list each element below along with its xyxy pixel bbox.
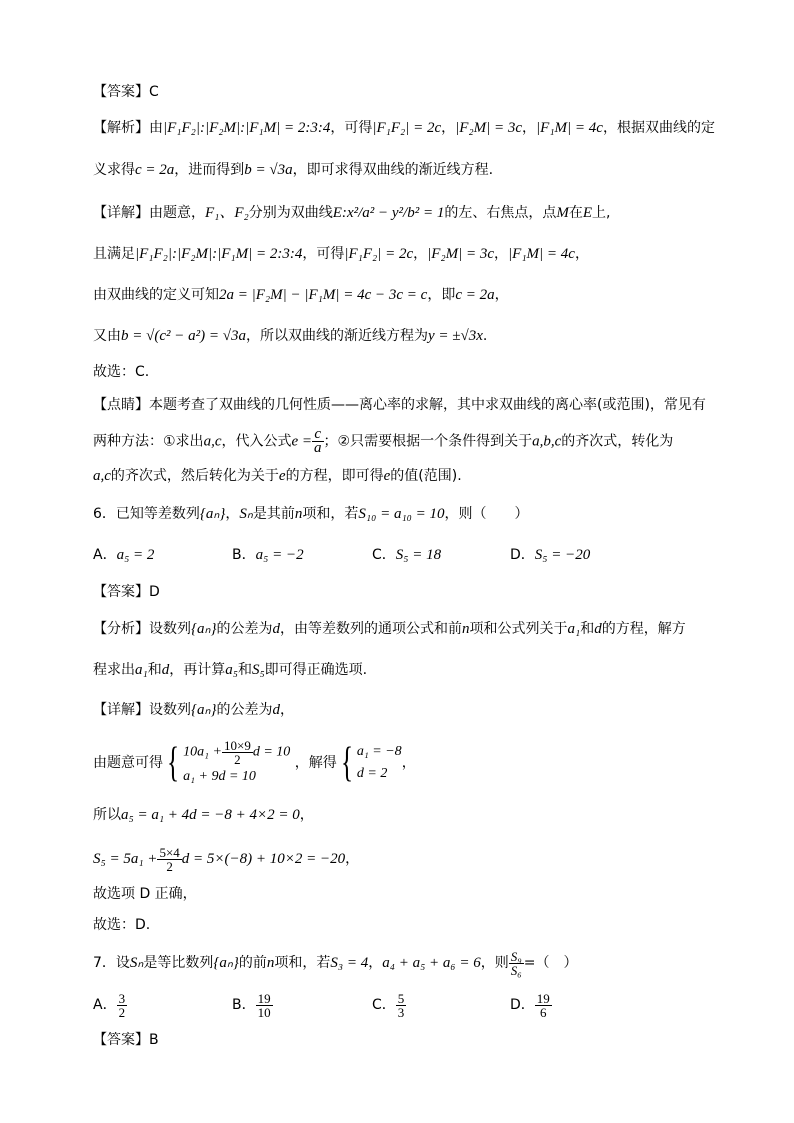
math: x²/a² − y²/b² = 1 bbox=[346, 205, 445, 221]
denominator: 3 bbox=[397, 1004, 405, 1020]
math: a₁ bbox=[135, 662, 148, 678]
math: {aₙ} bbox=[191, 621, 217, 637]
text: 由双曲线的定义可知 bbox=[93, 287, 219, 303]
fraction bbox=[222, 739, 253, 766]
equation-system bbox=[183, 739, 290, 788]
text: 的齐次式，转化为 bbox=[561, 433, 674, 450]
numerator: 19 bbox=[536, 990, 550, 1006]
text: 6．已知等差数列 bbox=[93, 506, 200, 522]
math: |F₁M| = 4c bbox=[536, 120, 603, 136]
text: ，再计算 bbox=[169, 662, 226, 678]
q7-option-a[interactable] bbox=[93, 990, 127, 1020]
math: d = 10 bbox=[252, 744, 291, 760]
text: 的方程，即可得 bbox=[285, 468, 384, 484]
q7-stem bbox=[93, 948, 578, 978]
text: 即可得正确选项. bbox=[264, 662, 368, 678]
text: 的值(范围). bbox=[390, 468, 462, 484]
option-label: C． bbox=[372, 547, 396, 563]
text: 两种方法：①求出 bbox=[93, 433, 204, 450]
q6-system bbox=[93, 738, 416, 788]
denominator: 2 bbox=[166, 858, 173, 874]
math: |F₁F₂|:|F₂M|:|F₁M| = 2:3:4 bbox=[135, 246, 303, 262]
denominator: 2 bbox=[118, 1004, 126, 1020]
text: 的齐次式，然后转化为关于 bbox=[110, 468, 279, 484]
text: 义求得 bbox=[93, 162, 135, 178]
math: n bbox=[266, 955, 275, 971]
math: d bbox=[272, 702, 280, 718]
math: |F₁F₂| = 2c bbox=[372, 120, 442, 136]
math: a₄ + a₅ + a₆ = 6 bbox=[382, 955, 481, 971]
math: S₃ = 4 bbox=[330, 955, 369, 971]
fraction bbox=[509, 950, 524, 977]
q7-answer: 【答案】B bbox=[93, 1032, 159, 1048]
math: Sₙ bbox=[129, 955, 144, 971]
denominator: 6 bbox=[540, 1004, 547, 1020]
denominator: 10 bbox=[257, 1004, 271, 1020]
q5-comment-line2 bbox=[93, 428, 673, 455]
text: 所以 bbox=[93, 807, 121, 823]
math: 2a = |F₂M| − |F₁M| = 4c − 3c = c bbox=[219, 287, 428, 303]
text: ，即可求得双曲线的渐近线方程. bbox=[292, 162, 494, 178]
text: 由题意可得 bbox=[93, 755, 163, 771]
text: ， bbox=[225, 506, 240, 522]
option-label: D． bbox=[510, 547, 535, 563]
text: 项和，若 bbox=[302, 506, 359, 522]
text: ， bbox=[279, 702, 294, 718]
math: b = √3a bbox=[244, 162, 293, 178]
math: S₅ bbox=[251, 662, 265, 678]
math: c = 2a bbox=[135, 162, 175, 178]
math: a,c bbox=[203, 433, 222, 450]
fraction bbox=[157, 846, 181, 873]
math: M bbox=[556, 205, 569, 221]
q6-stem bbox=[93, 504, 529, 524]
text: ，则 bbox=[480, 955, 509, 971]
math: {aₙ} bbox=[213, 955, 239, 971]
option-fraction bbox=[117, 992, 128, 1019]
numerator: 5 bbox=[397, 990, 405, 1006]
math: |F₂M| = 3c bbox=[427, 246, 495, 262]
text: 项和公式列关于 bbox=[469, 621, 568, 637]
text: ， bbox=[368, 955, 383, 971]
q6-answer: 【答案】D bbox=[93, 584, 160, 600]
text: 7．设 bbox=[93, 955, 130, 971]
q7-option-b[interactable] bbox=[232, 990, 273, 1020]
q6-analysis-line1 bbox=[93, 619, 686, 639]
brace: { bbox=[340, 740, 353, 786]
math: e bbox=[278, 468, 286, 484]
math: |F₂M| = 3c bbox=[455, 120, 523, 136]
solution-1: a₁ = −8 bbox=[356, 744, 402, 759]
math: E bbox=[582, 205, 592, 221]
option-value: S₅ = 18 bbox=[395, 547, 442, 563]
fraction: $\frac{c}{a}$ bbox=[314, 426, 322, 456]
text: ， bbox=[299, 807, 314, 823]
text: ，进而得到 bbox=[174, 162, 245, 178]
math: c = 2a bbox=[455, 287, 495, 303]
option-value: a₅ = 2 bbox=[116, 547, 155, 563]
text: ，解得 bbox=[294, 755, 337, 771]
option-fraction bbox=[256, 992, 273, 1019]
text: 和 bbox=[237, 662, 252, 678]
math: b = √(c² − a²) = √3a bbox=[121, 328, 246, 344]
math: d = 5×(−8) + 10×2 = −20 bbox=[181, 851, 346, 867]
text: ，即 bbox=[427, 287, 456, 303]
math: Sₙ bbox=[239, 506, 253, 522]
text: ， bbox=[401, 755, 416, 771]
text: 和 bbox=[580, 621, 595, 637]
text: 又由 bbox=[93, 328, 121, 344]
text: 和 bbox=[147, 662, 162, 678]
text: 【详解】设数列 bbox=[93, 702, 191, 718]
text: 的公差为 bbox=[216, 621, 273, 637]
q5-detail-line4: 又由b = √(c² − a²) = √3a，所以双曲线的渐近线方程为y = ±√3x. bbox=[93, 328, 488, 344]
numerator: 5×4 bbox=[159, 844, 180, 860]
q6-option-a[interactable] bbox=[93, 545, 154, 565]
equation-2: a₁ + 9d = 10 bbox=[183, 768, 256, 784]
math: a,c bbox=[93, 468, 111, 484]
denominator: 2 bbox=[234, 751, 241, 767]
math: |F₁F₂|:|F₂M|:|F₁M| = 2:3:4 bbox=[163, 120, 331, 136]
math: a₅ bbox=[225, 662, 238, 678]
text: ， bbox=[345, 851, 360, 867]
q6-option-d[interactable] bbox=[510, 545, 590, 565]
text: 【分析】设数列 bbox=[93, 621, 191, 637]
text: 项和，若 bbox=[274, 955, 331, 971]
q5-comment-line1: 【点睛】本题考查了双曲线的几何性质——离心率的求解，其中求双曲线的离心率(或范围)，常见有 bbox=[93, 397, 706, 413]
math: |F₁F₂| = 2c bbox=[344, 246, 414, 262]
text: 的方程，解方 bbox=[601, 621, 686, 637]
numerator: 3 bbox=[118, 990, 126, 1006]
q5-answer: 【答案】C bbox=[93, 84, 159, 100]
denominator: S₆ bbox=[510, 962, 522, 978]
text: 上, bbox=[592, 205, 611, 221]
q5-detail-line1 bbox=[93, 203, 610, 223]
math: n bbox=[461, 621, 470, 637]
text: ，所以双曲线的渐近线方程为 bbox=[245, 328, 428, 344]
text: 【解析】由 bbox=[93, 120, 163, 136]
option-value: S₅ = −20 bbox=[534, 547, 591, 563]
option-fraction bbox=[396, 992, 407, 1019]
text: ；②只需要根据一个条件得到关于 bbox=[323, 433, 533, 450]
text: 是等比数列 bbox=[143, 955, 214, 971]
math: d bbox=[161, 662, 170, 678]
math: S₅ = 5a₁ + bbox=[93, 851, 158, 867]
text: 且满足 bbox=[93, 246, 135, 262]
q5-analysis-line2 bbox=[93, 160, 493, 180]
text: 【详解】由题意， bbox=[93, 205, 205, 221]
text: ，则（ ） bbox=[444, 506, 529, 522]
math: n bbox=[294, 506, 303, 522]
option-label: D． bbox=[510, 997, 535, 1013]
option-label: C． bbox=[372, 997, 396, 1013]
text: ，可得 bbox=[330, 120, 373, 136]
option-label: B． bbox=[232, 547, 256, 563]
text: ，根据双曲线的定 bbox=[602, 120, 715, 136]
q7-option-d[interactable] bbox=[510, 990, 552, 1020]
text: 在 bbox=[568, 205, 583, 221]
math: {aₙ} bbox=[191, 702, 217, 718]
math: a₁ bbox=[567, 621, 581, 637]
math: {aₙ} bbox=[199, 506, 226, 522]
math: e bbox=[383, 468, 391, 484]
numerator: S₉ bbox=[510, 948, 522, 964]
q6-so bbox=[93, 805, 314, 825]
brace: { bbox=[167, 740, 180, 786]
q7-option-c[interactable] bbox=[372, 990, 406, 1020]
solution-2: d = 2 bbox=[356, 766, 388, 781]
text: ，由等差数列的通项公式和前 bbox=[279, 621, 462, 637]
text: =（ ） bbox=[523, 955, 578, 971]
solution-system bbox=[357, 741, 402, 785]
text: ，可得 bbox=[302, 246, 345, 262]
math: F₁、F₂ bbox=[205, 205, 249, 221]
text: 程求出 bbox=[93, 662, 135, 678]
q6-choose: 故选：D. bbox=[93, 917, 151, 933]
math: E: bbox=[332, 205, 347, 221]
math: a₅ = a₁ + 4d = −8 + 4×2 = 0 bbox=[121, 807, 300, 823]
math: y = ±√3x bbox=[427, 328, 483, 344]
math: d bbox=[594, 621, 602, 637]
q6-s5 bbox=[93, 844, 359, 874]
option-value: a₅ = −2 bbox=[255, 547, 304, 563]
text: 分别为双曲线 bbox=[248, 205, 333, 221]
q5-detail-line2: 且满足|F₁F₂|:|F₂M|:|F₁M| = 2:3:4，可得|F₁F₂| = 2c，|F₂M| = 3c，|F₁M| = 4c， bbox=[93, 246, 589, 262]
equation-1 bbox=[183, 739, 290, 766]
option-label: A． bbox=[93, 547, 117, 563]
option-fraction bbox=[535, 992, 552, 1019]
math: e = bbox=[291, 433, 313, 450]
option-label: B． bbox=[232, 997, 256, 1013]
q5-choose: 故选：C. bbox=[93, 364, 150, 380]
option-label: A． bbox=[93, 997, 117, 1013]
math: |F₁M| = 4c bbox=[508, 246, 575, 262]
text: 的前 bbox=[238, 955, 267, 971]
q6-option-c[interactable] bbox=[372, 545, 441, 565]
q5-detail-line3: 由双曲线的定义可知2a = |F₂M| − |F₁M| = 4c − 3c = c，即c = 2a， bbox=[93, 287, 509, 303]
text: 是其前 bbox=[252, 506, 295, 522]
text: ，代入公式 bbox=[221, 433, 292, 450]
q5-analysis-line1: 【解析】由|F₁F₂|:|F₂M|:|F₁M| = 2:3:4，可得|F₁F₂| = 2c，|F₂M| = 3c，|F₁M| = 4c，根据双曲线的定 bbox=[93, 120, 715, 136]
q5-comment-line3 bbox=[93, 466, 462, 486]
q6-correct: 故选项 D 正确， bbox=[93, 886, 197, 902]
numerator: 19 bbox=[257, 990, 271, 1006]
q6-option-b[interactable] bbox=[232, 545, 304, 565]
q6-analysis-line2 bbox=[93, 660, 367, 680]
text: 的公差为 bbox=[216, 702, 273, 718]
text: 的左、右焦点，点 bbox=[444, 205, 557, 221]
math: a,b,c bbox=[532, 433, 562, 450]
math: d bbox=[272, 621, 280, 637]
numerator: 10×9 bbox=[224, 737, 251, 753]
math: 10a₁ + bbox=[183, 744, 222, 760]
q6-detail-line1 bbox=[93, 700, 294, 720]
math: S₁₀ = a₁₀ = 10 bbox=[358, 506, 445, 522]
